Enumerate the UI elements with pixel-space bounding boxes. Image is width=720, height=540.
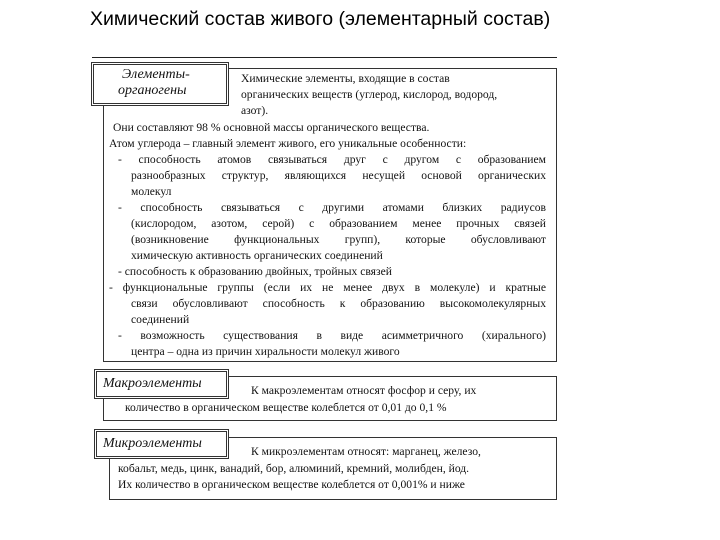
organogens-line-13: соединений: [131, 313, 190, 326]
organogens-line-7: (кислородом, азотом, серой) с образованием менее прочных связей: [131, 217, 546, 230]
organogens-intro-1: Химические элементы, входящие в состав: [241, 72, 450, 85]
organogens-line-3: - способность атомов связываться друг с другом с образованием: [118, 153, 546, 166]
organogens-line-6: - способность связываться с другими атомами близких радиусов: [118, 201, 546, 214]
organogens-intro-2: органических веществ (углерод, кислород, водород,: [241, 88, 498, 101]
organogens-line-5: молекул: [131, 185, 172, 198]
organogens-line-8: (возникновение функциональных групп), которые обусловливают: [131, 233, 546, 246]
micro-line-3: Их количество в органическом веществе колеблется от 0,001% и ниже: [118, 478, 465, 491]
organogens-line-1: Они составляют 98 % основной массы органического вещества.: [113, 121, 430, 134]
organogens-line-11: - функциональные группы (если их не менее двух в молекуле) и кратные: [109, 281, 546, 294]
micro-line-1: К микроэлементам относят: марганец, железо,: [251, 445, 481, 458]
organogens-tag-line-2: органогены: [118, 83, 187, 98]
organogens-tag: [91, 62, 229, 106]
macro-line-2: количество в органическом веществе колеблется от 0,01 до 0,1 %: [125, 401, 447, 414]
organogens-line-14: - возможность существования в виде асимметричного (хирального): [118, 329, 546, 342]
organogens-line-10: - способность к образованию двойных, тройных связей: [118, 265, 392, 278]
slide-title: Химический состав живого (элементарный состав): [90, 8, 551, 30]
macro-line-1: К макроэлементам относят фосфор и серу, их: [251, 384, 477, 397]
micro-line-2: кобальт, медь, цинк, ванадий, бор, алюминий, кремний, молибден, йод.: [118, 462, 470, 475]
organogens-line-4: разнообразных структур, являющихся несущей основой органических: [131, 169, 546, 182]
organogens-line-15: центра – одна из причин хиральности молекул живого: [131, 345, 400, 358]
organogens-intro-3: азот).: [241, 104, 269, 117]
micro-tag: Микроэлементы: [94, 429, 229, 459]
macro-tag: Макроэлементы: [94, 369, 229, 399]
organogens-line-9: химическую активность органических соединений: [131, 249, 383, 262]
organogens-tag-line-1: Элементы-: [122, 67, 190, 82]
organogens-line-2: Атом углерода – главный элемент живого, его уникальные особенности:: [109, 137, 467, 150]
organogens-line-12: связи обусловливают способность к образованию высокомолекулярных: [131, 297, 546, 310]
title-divider: [92, 57, 557, 58]
